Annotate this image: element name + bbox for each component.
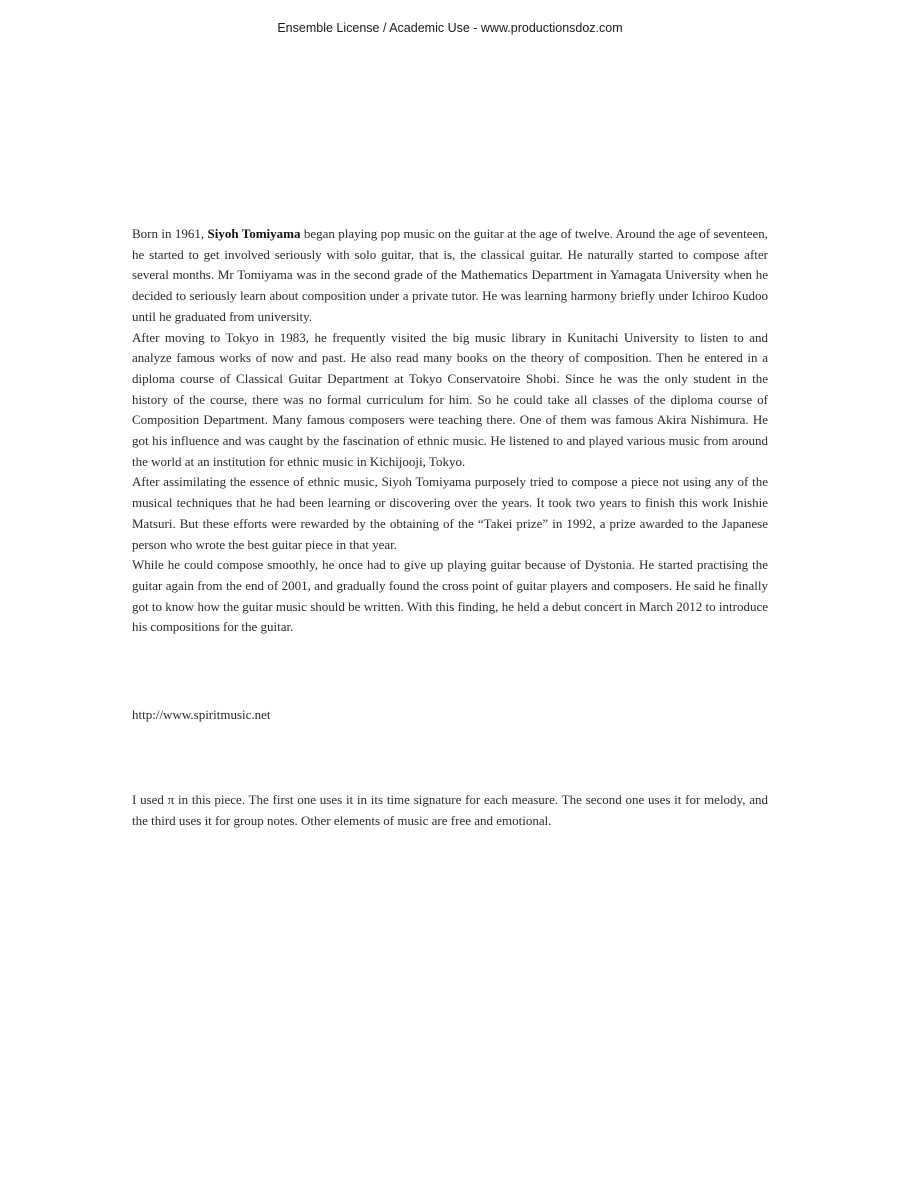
program-note-text: I used π in this piece. The first one uses it in its time signature for each measure. The second one uses it for melody, and the third uses it for group notes. Other elements of music are free and emotional. — [132, 792, 768, 828]
bio-paragraph-4: While he could compose smoothly, he once had to give up playing guitar because of Dystonia. He started practising the guitar again from the end of 2001, and gradually found the cross point of guitar players and composers. He said he finally got to know how the guitar music should be written. With this finding, he held a debut concert in March 2012 to introduce his compositions for the guitar. — [132, 557, 768, 635]
bio-paragraph-1 — [132, 224, 768, 328]
license-header: Ensemble License / Academic Use - www.productionsdoz.com — [277, 21, 623, 35]
bio-paragraph-2: After moving to Tokyo in 1983, he frequently visited the big music library in Kunitachi University to listen to and analyze famous works of now and past. He also read many books on the theory of composition. Then he entered in a diploma course of Classical Guitar Department at Tokyo Conservatoire Shobi. Since he was the only student in the history of the course, there was no formal curriculum for him. So he could take all classes of the diploma course of Composition Department. Many famous composers were teaching there. One of them was famous Akira Nishimura. He got his influence and was caught by the fascination of ethnic music. He listened to and played various music from around the world at an institution for ethnic music in Kichijooji, Tokyo. — [132, 329, 768, 469]
website-link[interactable]: http://www.spiritmusic.net — [132, 707, 271, 722]
bio-paragraph-3: After assimilating the essence of ethnic music, Siyoh Tomiyama purposely tried to compose a piece not using any of the musical techniques that he had been learning or discovering over the years. It took two years to finish this work Inishie Matsuri. But these efforts were rewarded by the obtaining of the “Takei prize” in 1992, a prize awarded to the Japanese person who wrote the best guitar piece in that year. — [132, 474, 768, 552]
bio-intro-text: Born in 1961, — [132, 226, 208, 241]
bio-paragraph-1-text: began playing pop music on the guitar at the age of twelve. Around the age of seventeen, he started to get involved seriously with solo guitar, that is, the classical guitar. He naturally started to compose after several months. Mr Tomiyama was in the second grade of the Mathematics Department in Yamagata University when he decided to seriously learn about composition under a private tutor. He was learning harmony briefly under Ichiroo Kudoo until he graduated from university. — [132, 226, 768, 324]
composer-biography — [132, 224, 768, 638]
program-note — [132, 790, 768, 831]
composer-name: Siyoh Tomiyama — [207, 226, 301, 241]
